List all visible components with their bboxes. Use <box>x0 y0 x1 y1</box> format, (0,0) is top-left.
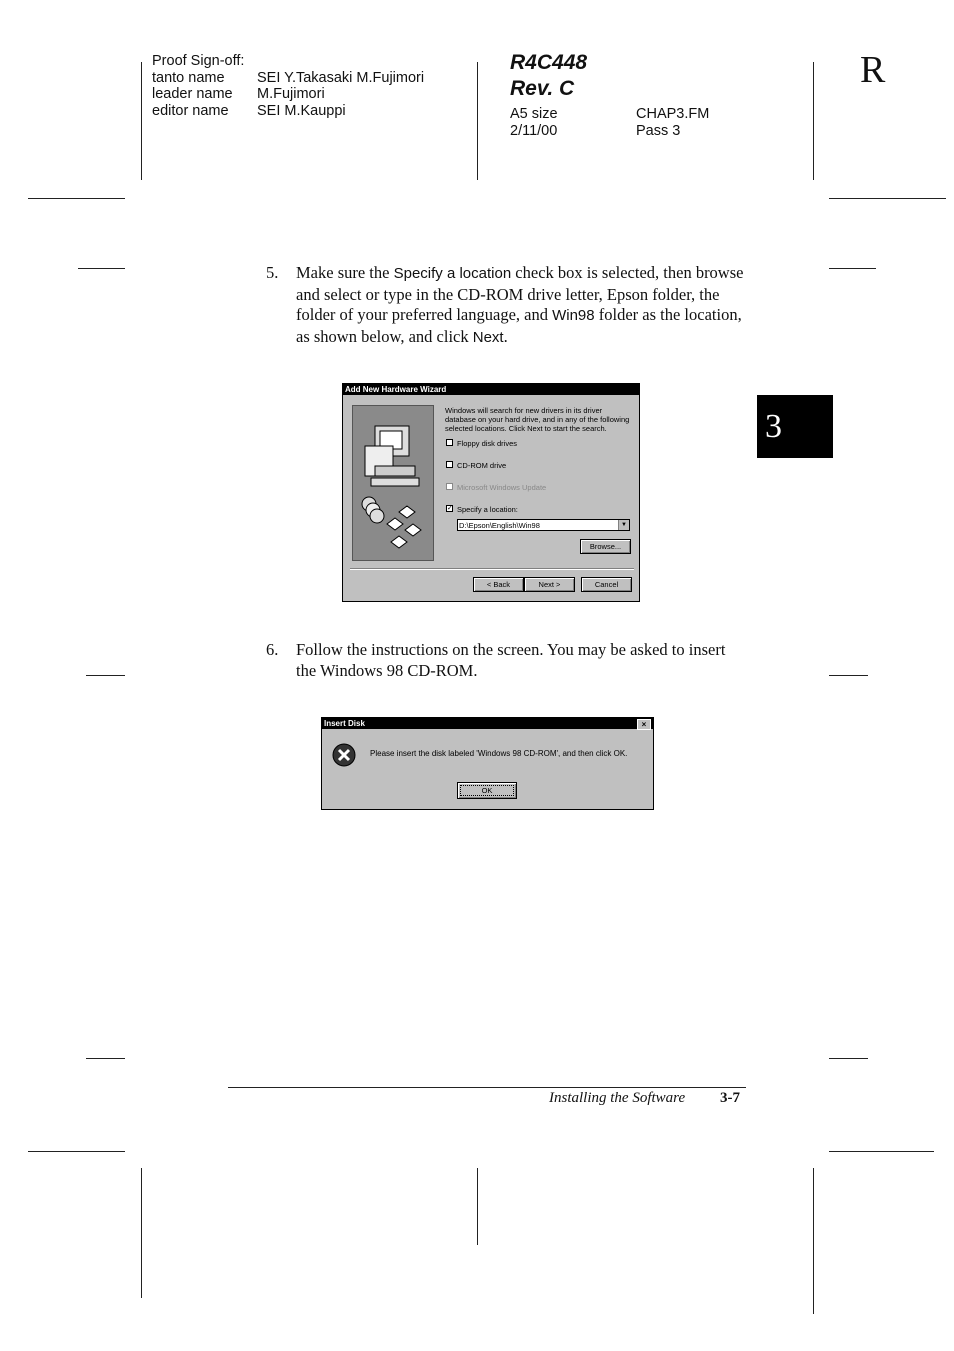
page-number: 3-7 <box>720 1090 740 1106</box>
wizard-title: Add New Hardware Wizard <box>343 384 639 395</box>
page-size: A5 size <box>510 106 558 122</box>
tanto-value: SEI Y.Takasaki M.Fujimori <box>257 69 425 86</box>
crop-line <box>829 1151 934 1152</box>
text-run: folder as the location, as shown below, and click <box>296 305 742 346</box>
footer-section: Installing the Software <box>549 1090 686 1106</box>
update-label: Microsoft Windows Update <box>457 483 547 492</box>
next-button[interactable]: Next > <box>524 577 575 592</box>
cdrom-checkbox[interactable] <box>446 461 453 468</box>
leader-value: M.Fujimori <box>257 86 325 102</box>
crop-line <box>813 62 814 180</box>
step-number: 5. <box>266 263 279 282</box>
text-run: Make sure the <box>296 263 394 282</box>
model-number: R4C448 <box>510 51 588 74</box>
step-number: 6. <box>266 640 279 659</box>
wizard-dialog <box>342 383 640 602</box>
crop-line <box>28 198 125 199</box>
crop-line <box>86 1058 125 1059</box>
text-run: . <box>503 326 508 346</box>
crop-line <box>78 268 125 269</box>
insert-disk-message: Please insert the disk labeled 'Windows 98 CD-ROM', and then click OK. <box>370 749 628 758</box>
ui-term: Win98 <box>552 307 595 324</box>
file-name: CHAP3.FM <box>636 106 710 122</box>
crop-line <box>141 62 142 180</box>
step-5 <box>266 263 746 348</box>
text-run: check box is selected, then browse and select or type in the CD-ROM drive letter, Epson folder, the folder of your preferred language, and <box>296 263 744 324</box>
ok-button[interactable]: OK <box>457 782 517 799</box>
error-icon <box>331 742 357 768</box>
step-6 <box>266 640 746 681</box>
wizard-illustration <box>352 405 434 561</box>
browse-button[interactable]: Browse... <box>580 539 631 554</box>
corner-letter: R <box>860 49 886 91</box>
computer-icon <box>353 406 433 560</box>
ui-term: Next <box>472 328 504 346</box>
editor-label: editor name <box>152 102 229 119</box>
proof-signoff <box>152 53 424 119</box>
crop-line <box>86 675 125 676</box>
crop-line <box>829 1058 868 1059</box>
cancel-button[interactable]: Cancel <box>581 577 632 592</box>
crop-line <box>141 1168 142 1298</box>
cdrom-label: CD-ROM drive <box>457 461 507 470</box>
crop-line <box>829 675 868 676</box>
chevron-down-icon[interactable]: ▼ <box>618 520 629 530</box>
model-block <box>510 50 587 102</box>
update-checkbox <box>446 483 453 490</box>
location-combobox[interactable] <box>457 519 630 531</box>
proof-label: Proof Sign-off: <box>152 53 245 69</box>
pass: Pass 3 <box>636 122 681 139</box>
crop-line <box>829 268 876 269</box>
revision: Rev. C <box>510 77 575 100</box>
editor-value: SEI M.Kauppi <box>257 102 346 119</box>
insert-disk-dialog <box>321 717 654 810</box>
divider <box>350 568 634 570</box>
floppy-checkbox[interactable] <box>446 439 453 446</box>
crop-line <box>28 1151 125 1152</box>
back-button[interactable]: < Back <box>473 577 524 592</box>
date: 2/11/00 <box>510 122 558 139</box>
specify-checkbox[interactable]: ✓ <box>447 505 453 512</box>
crop-line <box>477 1168 478 1245</box>
crop-line <box>813 1168 814 1314</box>
close-icon[interactable]: × <box>637 719 651 730</box>
chapter-tab: 3 <box>757 395 833 458</box>
file-meta <box>510 106 709 139</box>
floppy-label: Floppy disk drives <box>457 439 518 448</box>
insert-disk-title <box>322 718 653 729</box>
footer-rule <box>228 1087 746 1088</box>
crop-line <box>829 198 946 199</box>
location-value: D:\Epson\English\Win98 <box>459 521 540 530</box>
ui-term: Specify a location <box>393 265 512 282</box>
step-text: Follow the instructions on the screen. You may be asked to insert the Windows 98 CD-ROM. <box>296 640 726 680</box>
insert-disk-title-text: Insert Disk <box>324 719 365 728</box>
specify-label: Specify a location: <box>457 505 518 514</box>
step-text <box>296 263 746 348</box>
wizard-intro: Windows will search for new drivers in its driver database on your hard drive, and in any of the following selected locations. Click Next to start the search. <box>445 406 630 433</box>
leader-label: leader name <box>152 86 233 102</box>
tanto-label: tanto name <box>152 69 225 86</box>
crop-line <box>477 62 478 180</box>
